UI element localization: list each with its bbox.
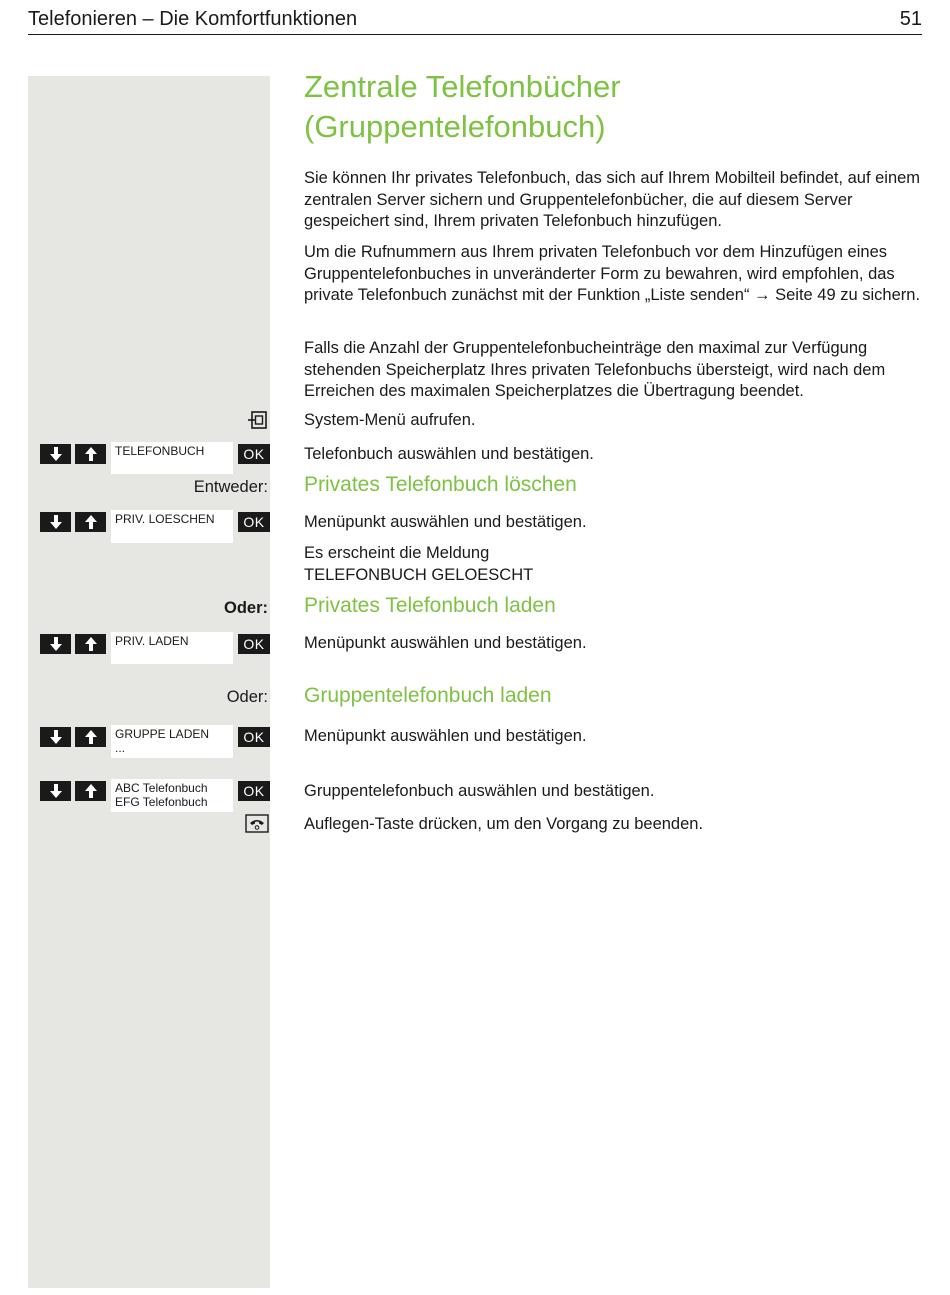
menu-display-gruppe-laden xyxy=(111,725,233,758)
ok-button[interactable]: OK xyxy=(238,781,270,801)
page-title-line-1: Zentrale Telefonbücher xyxy=(304,69,621,104)
system-menu-key-icon xyxy=(247,411,269,429)
step-select-group: Gruppentelefonbuch auswählen und bestätigen. xyxy=(304,782,655,800)
page-number: 51 xyxy=(899,8,922,30)
arrow-down-icon[interactable] xyxy=(40,444,71,464)
menu-display-priv-laden xyxy=(111,632,233,664)
arrow-up-icon[interactable] xyxy=(75,512,106,532)
recommendation-paragraph: Um die Rufnummern aus Ihrem privaten Telefonbuch vor dem Hinzufügen eines Gruppentelefonbuches in unveränderter Form zu bewahren, wird empfohlen, das private Telefonbuch zunächst mit der Funktion „Liste senden“ → Seite 49 zu sichern. xyxy=(304,243,921,304)
arrow-up-icon[interactable] xyxy=(75,444,106,464)
arrow-down-icon[interactable] xyxy=(40,781,71,801)
step-select-item-load: Menüpunkt auswählen und bestätigen. xyxy=(304,634,587,652)
ok-button[interactable]: OK xyxy=(238,444,270,464)
ok-button[interactable]: OK xyxy=(238,727,270,747)
menu-item-gruppe-laden: GRUPPE LADEN xyxy=(115,727,210,741)
step-select-item-delete: Menüpunkt auswählen und bestätigen. xyxy=(304,513,587,531)
menu-item-more: ... xyxy=(115,741,126,755)
arrow-down-icon[interactable] xyxy=(40,512,71,532)
menu-item-efg: EFG Telefonbuch xyxy=(115,795,208,809)
section-title-load: Privates Telefonbuch laden xyxy=(304,594,556,617)
label-oder: Oder: xyxy=(226,688,268,706)
step-hang-up: Auflegen-Taste drücken, um den Vorgang zu beenden. xyxy=(304,815,704,833)
header-title: Telefonieren – Die Komfortfunktionen xyxy=(28,8,358,30)
page-title xyxy=(304,67,904,147)
message-intro: Es erscheint die Meldung xyxy=(304,544,490,562)
arrow-down-icon[interactable] xyxy=(40,634,71,654)
arrow-up-icon[interactable] xyxy=(75,781,106,801)
arrow-down-icon[interactable] xyxy=(40,727,71,747)
step-select-item-group: Menüpunkt auswählen und bestätigen. xyxy=(304,727,587,745)
menu-item-telefonbuch: TELEFONBUCH xyxy=(115,444,205,458)
menu-display-telefonbuch xyxy=(111,442,233,474)
intro-paragraph: Sie können Ihr privates Telefonbuch, das sich auf Ihrem Mobilteil befindet, auf einem zentralen Server sichern und Gruppentelefonbücher, die auf diesem Server gespeichert sind, Ihrem privaten Telefonbuch hinzufügen. xyxy=(304,169,921,230)
label-entweder: Entweder: xyxy=(193,478,268,496)
section-title-group: Gruppentelefonbuch laden xyxy=(304,684,552,707)
page-title-line-2: (Gruppentelefonbuch) xyxy=(304,109,606,144)
capacity-paragraph: Falls die Anzahl der Gruppentelefonbucheinträge den maximal zur Verfügung stehenden Speicherplatz Ihres privaten Telefonbuchs übersteigt, wird nach dem Erreichen des maximalen Speicherplatzes die Übertragung beendet. xyxy=(304,339,886,400)
menu-item-abc: ABC Telefonbuch xyxy=(115,781,208,795)
menu-display-group-list xyxy=(111,779,233,812)
hang-up-key-icon xyxy=(245,814,269,833)
ok-button[interactable]: OK xyxy=(238,512,270,532)
ok-button[interactable]: OK xyxy=(238,634,270,654)
menu-display-priv-loeschen xyxy=(111,510,233,543)
section-title-delete: Privates Telefonbuch löschen xyxy=(304,473,577,496)
arrow-up-icon[interactable] xyxy=(75,727,106,747)
menu-item-priv-loeschen: PRIV. LOESCHEN xyxy=(115,512,215,526)
step-select-phonebook: Telefonbuch auswählen und bestätigen. xyxy=(304,445,594,463)
arrow-up-icon[interactable] xyxy=(75,634,106,654)
step-message xyxy=(304,543,924,586)
sidebar-panel xyxy=(28,76,270,1288)
label-oder-bold: Oder: xyxy=(223,599,268,617)
message-text: TELEFONBUCH GELOESCHT xyxy=(304,565,534,584)
menu-item-priv-laden: PRIV. LADEN xyxy=(115,634,189,648)
page-header xyxy=(28,6,922,35)
step-system-menu: System-Menü aufrufen. xyxy=(304,411,476,429)
